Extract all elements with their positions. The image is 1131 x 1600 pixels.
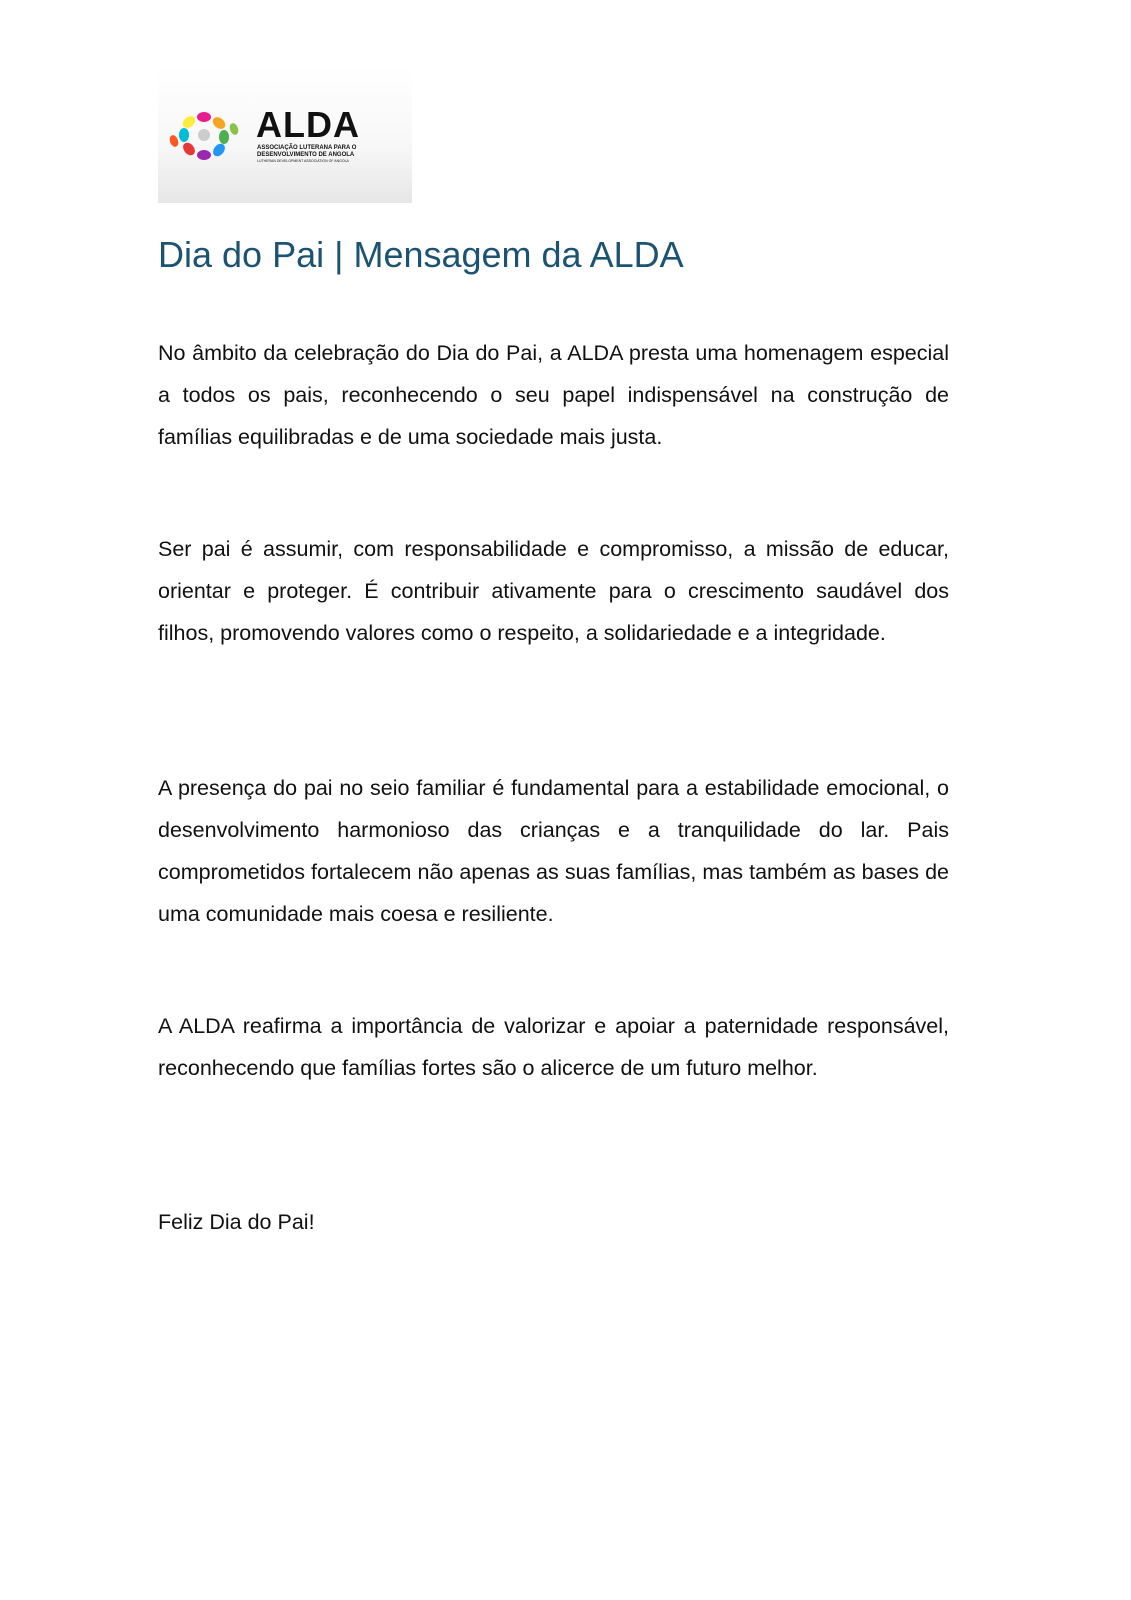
- logo-subtitle-3: LUTHERAN DEVELOPMENT ASSOCIATION OF ANGOLA: [257, 159, 349, 163]
- paragraph-1: No âmbito da celebração do Dia do Pai, a ALDA presta uma homenagem especial a todos os pais, reconhecendo o seu papel indispensável na construção de famílias equilibradas e de uma sociedade mais justa.: [158, 341, 949, 449]
- paragraph-3: A presença do pai no seio familiar é fundamental para a estabilidade emocional, o desenvolvimento harmonioso das crianças e a tranquilidade do lar. Pais comprometidos fortalecem não apenas as suas famílias, mas também as bases de uma comunidade mais coesa e resiliente.: [158, 776, 949, 926]
- closing-line: Feliz Dia do Pai!: [158, 1210, 315, 1234]
- logo-subtitle-1: ASSOCIAÇÃO LUTERANA PARA O: [257, 145, 357, 151]
- paragraph-2: Ser pai é assumir, com responsabilidade e compromisso, a missão de educar, orientar e proteger. É contribuir ativamente para o crescimento saudável dos filhos, promovendo valores como o respeito, a solidariedade e a integridade.: [158, 537, 949, 645]
- alda-logo: [158, 66, 412, 203]
- logo-wordmark: ALDA: [256, 104, 360, 145]
- document-title: Dia do Pai | Mensagem da ALDA: [158, 234, 684, 275]
- people-circle-icon: [168, 112, 240, 160]
- paragraph-4: A ALDA reafirma a importância de valorizar e apoiar a paternidade responsável, reconhecendo que famílias fortes são o alicerce de um futuro melhor.: [158, 1014, 949, 1080]
- logo-subtitle-2: DESENVOLVIMENTO DE ANGOLA: [257, 152, 355, 158]
